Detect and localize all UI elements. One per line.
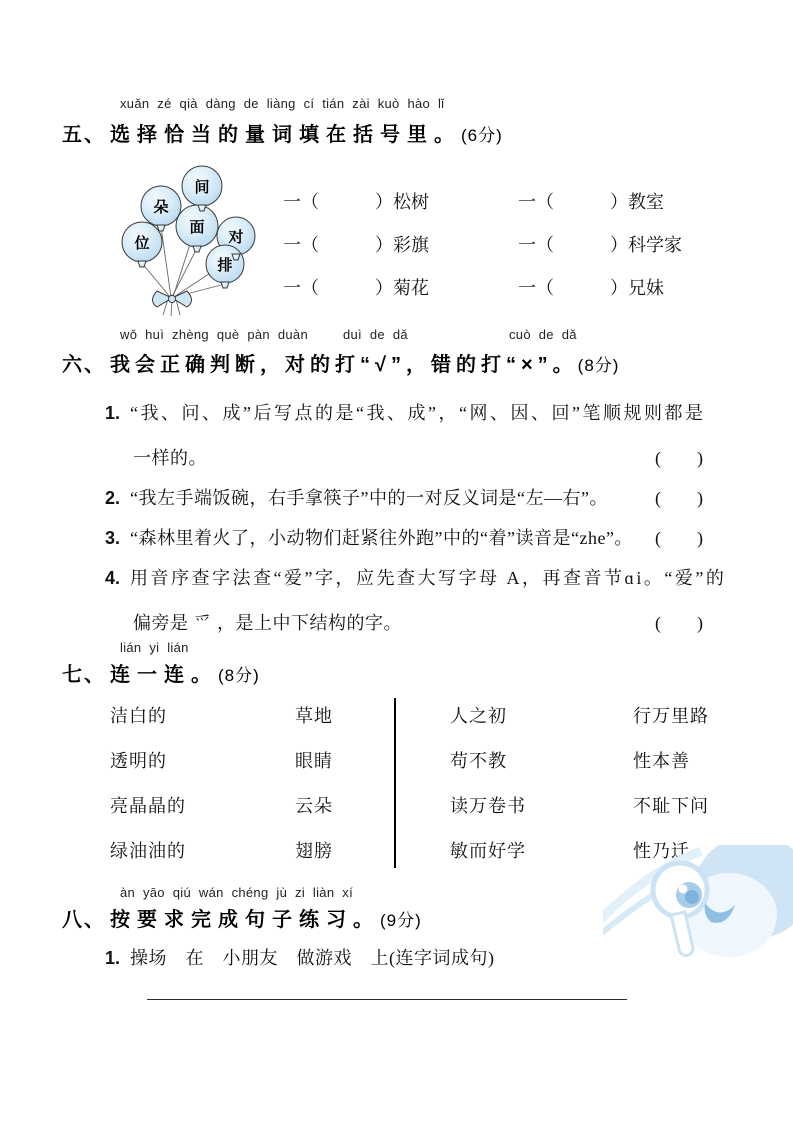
- balloons-illustration: [108, 158, 278, 318]
- match-cell: 翅膀: [295, 841, 333, 861]
- judge-item-number: 1.: [105, 403, 121, 423]
- match-cell: 透明的: [110, 751, 167, 771]
- judge-answer-bracket: ( ): [655, 613, 703, 633]
- section6-pinyin-2: duì de dǎ: [343, 327, 408, 342]
- balloon-label: 排: [217, 257, 233, 274]
- match-col-3: [450, 702, 526, 882]
- measure-item-post: ）菊花: [375, 278, 429, 298]
- measure-item: [518, 231, 682, 257]
- measure-item-pre: 一（: [518, 235, 554, 255]
- answer-line: [147, 983, 627, 1000]
- match-cell: 草地: [295, 706, 333, 726]
- section6-score: (8分): [577, 356, 620, 375]
- match-cell: 敏而好学: [450, 841, 526, 861]
- judge-item-line: [105, 525, 703, 551]
- match-cell: 性本善: [633, 751, 690, 771]
- section8-score: (9分): [380, 911, 422, 930]
- judge-answer-bracket: ( ): [655, 448, 703, 468]
- section5-number: 五、: [62, 124, 106, 146]
- sentence-item: [105, 945, 703, 971]
- judge-item-line: [133, 610, 703, 636]
- section6-pinyin-1: wǒ huì zhèng què pàn duàn: [120, 327, 308, 342]
- judge-item-text: 一样的。: [133, 448, 207, 468]
- measure-item: [283, 188, 429, 214]
- section5-score: (6分): [461, 126, 503, 145]
- judge-answer-bracket: ( ): [655, 488, 703, 508]
- match-col-1: [110, 702, 186, 882]
- sentence-item-number: 1.: [105, 948, 121, 968]
- judge-item-number: 2.: [105, 488, 121, 508]
- judge-item-text: “森林里着火了，小动物们赶紧往外跑”中的“着”读音是“zhe”。: [130, 528, 633, 548]
- section8-title: 按要求完成句子练习。: [110, 909, 380, 931]
- sentence-item-text: 操场 在 小朋友 做游戏 上: [130, 948, 390, 968]
- sentence-item-note: (连字词成句): [389, 948, 495, 968]
- section6-header: [62, 348, 619, 377]
- section7-number: 七、: [62, 664, 106, 686]
- match-cell: 苟不教: [450, 751, 507, 771]
- section6-number: 六、: [62, 354, 106, 376]
- section8-pinyin: àn yāo qiú wán chéng jù zi liàn xí: [120, 885, 353, 900]
- section6-pinyin-3: cuò de dǎ: [509, 327, 577, 342]
- measure-item-pre: 一（: [518, 192, 554, 212]
- measure-item: [283, 274, 429, 300]
- measure-item-pre: 一（: [283, 192, 319, 212]
- match-col-2: [295, 702, 333, 882]
- balloon-label: 朵: [153, 199, 169, 216]
- judge-item-text: 用音序查字法查“爱”字，应先查大写字母 A，再查音节ɑi。“爱”的: [130, 568, 727, 588]
- match-cell: 性乃迁: [633, 841, 690, 861]
- measure-item-post: ）松树: [375, 192, 429, 212]
- section8-header: [62, 903, 422, 932]
- match-divider: [394, 698, 396, 868]
- balloon-label: 位: [134, 235, 150, 252]
- measure-item-pre: 一（: [283, 235, 319, 255]
- match-cell: 洁白的: [110, 706, 167, 726]
- section7-header: [62, 658, 260, 687]
- measure-item: [518, 274, 664, 300]
- measure-item: [283, 231, 429, 257]
- measure-item-post: ）科学家: [610, 235, 682, 255]
- balloon-label: 间: [194, 179, 210, 196]
- section5-title: 选择恰当的量词填在括号里。: [110, 124, 461, 146]
- measure-item-pre: 一（: [283, 278, 319, 298]
- match-cell: 行万里路: [633, 706, 709, 726]
- judge-item-text: 偏旁是 爫 ，是上中下结构的字。: [133, 613, 402, 633]
- match-cell: 不耻下问: [633, 796, 709, 816]
- section8-number: 八、: [62, 909, 106, 931]
- judge-item-line: [105, 400, 706, 426]
- judge-item-line: [105, 565, 727, 591]
- match-cell: 绿油油的: [110, 841, 186, 861]
- match-cell: 云朵: [295, 796, 333, 816]
- section5-pinyin: xuǎn zé qià dàng de liàng cí tián zài kuò hào lǐ: [120, 96, 445, 111]
- section7-pinyin: lián yi lián: [120, 640, 189, 655]
- judge-item-number: 3.: [105, 528, 121, 548]
- section6-title: 我会正确判断，对的打“√”，错的打“×”。: [110, 354, 578, 376]
- judge-item-line: [105, 485, 703, 511]
- mascot-shapes: [603, 845, 793, 957]
- balloon-label: 对: [228, 229, 244, 246]
- judge-item-number: 4.: [105, 568, 121, 588]
- balloon-label: 面: [189, 219, 205, 236]
- match-cell: 亮晶晶的: [110, 796, 186, 816]
- match-cell: 人之初: [450, 706, 507, 726]
- judge-answer-bracket: ( ): [655, 528, 703, 548]
- judge-item-text: “我左手端饭碗，右手拿筷子”中的一对反义词是“左—右”。: [130, 488, 608, 508]
- measure-item: [518, 188, 664, 214]
- measure-item-post: ）彩旗: [375, 235, 429, 255]
- measure-item-post: ）教室: [610, 192, 664, 212]
- match-cell: 眼睛: [295, 751, 333, 771]
- judge-item-text: “我、问、成”后写点的是“我、成”，“网、因、回”笔顺规则都是: [130, 403, 706, 423]
- section5-header: [62, 118, 503, 147]
- measure-item-post: ）兄妹: [610, 278, 664, 298]
- section7-title: 连一连。: [110, 664, 218, 686]
- section7-score: (8分): [218, 666, 260, 685]
- judge-item-line: [133, 445, 703, 471]
- match-cell: 读万卷书: [450, 796, 526, 816]
- measure-item-pre: 一（: [518, 278, 554, 298]
